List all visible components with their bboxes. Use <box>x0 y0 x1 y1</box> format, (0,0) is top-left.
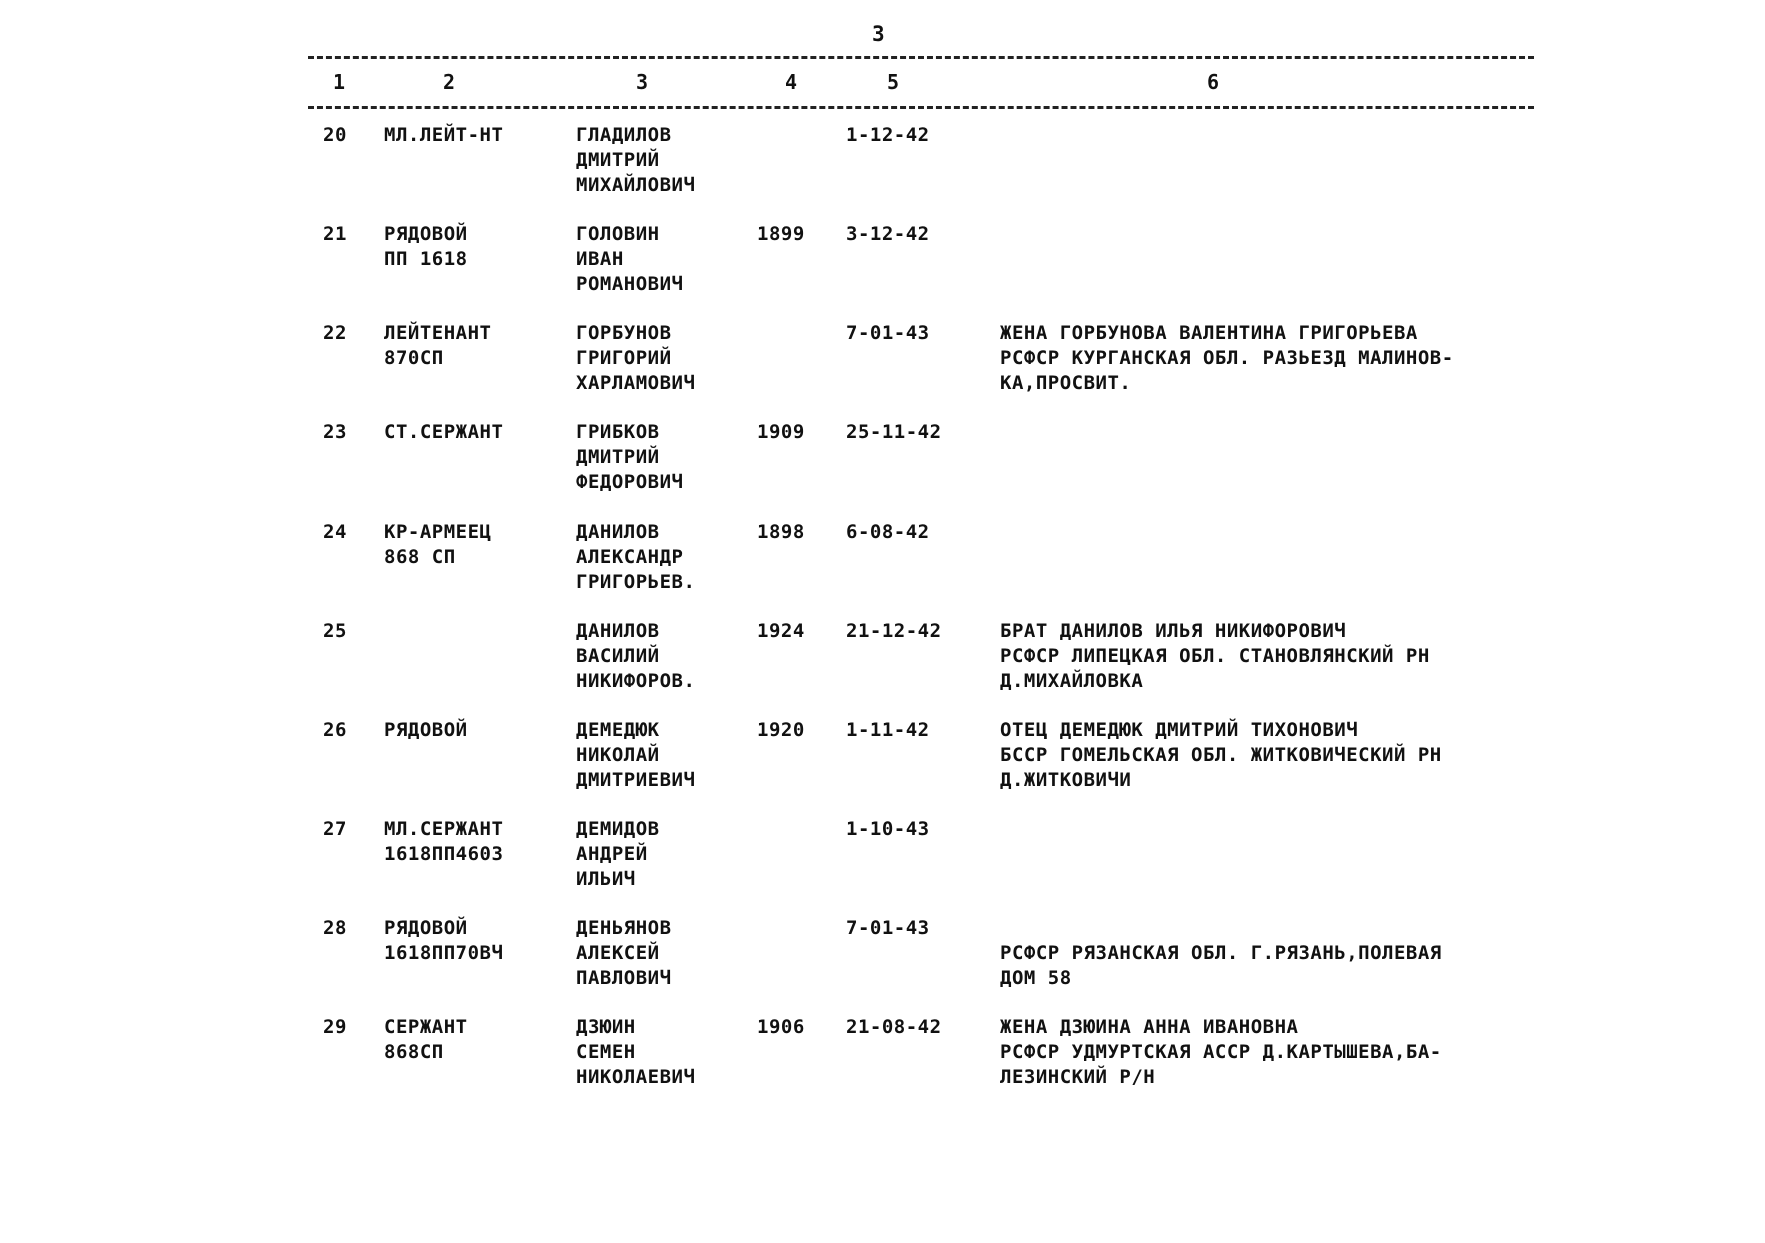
full-name-cell <box>576 520 695 595</box>
relatives-address-cell <box>1000 718 1442 793</box>
full-name-cell <box>576 123 695 198</box>
rank-unit-cell <box>384 222 468 272</box>
relatives-address-cell <box>1000 1015 1442 1090</box>
full-name-cell-line: ДЗЮИН <box>576 1016 636 1038</box>
full-name-cell <box>576 916 672 991</box>
rank-unit-cell <box>384 321 491 371</box>
full-name-cell-line: ГРИГОРИЙ <box>576 347 672 369</box>
rank-unit-cell-line: 1618ПП4603 <box>384 843 504 865</box>
date-cell: 1-12-42 <box>846 124 930 146</box>
full-name-cell <box>576 817 660 892</box>
record-number: 23 <box>323 421 347 443</box>
full-name-cell-line: ГОРБУНОВ <box>576 322 672 344</box>
full-name-cell-line: ГРИБКОВ <box>576 421 660 443</box>
birth-year-cell: 1909 <box>757 421 805 443</box>
record-number: 26 <box>323 719 347 741</box>
relatives-address-cell-line: КА,ПРОСВИТ. <box>1000 372 1132 394</box>
rank-unit-cell-line: ЛЕЙТЕНАНТ <box>384 322 492 344</box>
full-name-cell-line: ХАРЛАМОВИЧ <box>576 372 696 394</box>
full-name-cell-line: ДЕМЕДЮК <box>576 719 660 741</box>
relatives-address-cell-line: ЛЕЗИНСКИЙ Р/Н <box>1000 1066 1156 1088</box>
rank-unit-cell-line: 1618ПП70ВЧ <box>384 942 504 964</box>
rank-unit-cell-line: РЯДОВОЙ <box>384 719 468 741</box>
full-name-cell-line: ДМИТРИЕВИЧ <box>576 769 696 791</box>
full-name-cell <box>576 321 695 396</box>
top-dashed-rule <box>308 56 1534 59</box>
full-name-cell-line: ФЕДОРОВИЧ <box>576 471 684 493</box>
date-cell: 25-11-42 <box>846 421 942 443</box>
column-number-1: 1 <box>333 70 346 94</box>
birth-year-cell: 1906 <box>757 1016 805 1038</box>
birth-year-cell: 1920 <box>757 719 805 741</box>
date-cell: 1-10-43 <box>846 818 930 840</box>
full-name-cell-line: ДМИТРИЙ <box>576 446 660 468</box>
relatives-address-cell-line: Д.ЖИТКОВИЧИ <box>1000 769 1132 791</box>
relatives-address-cell-line: РСФСР РЯЗАНСКАЯ ОБЛ. Г.РЯЗАНЬ,ПОЛЕВАЯ <box>1000 942 1442 964</box>
full-name-cell <box>576 222 683 297</box>
full-name-cell-line: ГЛАДИЛОВ <box>576 124 672 146</box>
column-number-3: 3 <box>636 70 649 94</box>
full-name-cell-line: ГОЛОВИН <box>576 223 660 245</box>
record-number: 21 <box>323 223 347 245</box>
relatives-address-cell <box>1000 619 1430 694</box>
full-name-cell-line: ИВАН <box>576 248 624 270</box>
relatives-address-cell-line: ЖЕНА ДЗЮИНА АННА ИВАНОВНА <box>1000 1016 1299 1038</box>
rank-unit-cell <box>384 123 503 148</box>
rank-unit-cell-line: 870СП <box>384 347 444 369</box>
date-cell: 7-01-43 <box>846 322 930 344</box>
rank-unit-cell <box>384 420 503 445</box>
relatives-address-cell-line: БССР ГОМЕЛЬСКАЯ ОБЛ. ЖИТКОВИЧЕСКИЙ РН <box>1000 744 1442 766</box>
record-number: 22 <box>323 322 347 344</box>
full-name-cell-line: ДЕМИДОВ <box>576 818 660 840</box>
rank-unit-cell-line: МЛ.ЛЕЙТ-НТ <box>384 124 504 146</box>
page-number: 3 <box>872 22 885 46</box>
full-name-cell-line: РОМАНОВИЧ <box>576 273 684 295</box>
relatives-address-cell-line: ДОМ 58 <box>1000 967 1072 989</box>
rank-unit-cell-line: РЯДОВОЙ <box>384 917 468 939</box>
column-number-5: 5 <box>887 70 900 94</box>
full-name-cell-line: СЕМЕН <box>576 1041 636 1063</box>
record-number: 24 <box>323 521 347 543</box>
full-name-cell-line: ДЕНЬЯНОВ <box>576 917 672 939</box>
rank-unit-cell <box>384 1015 468 1065</box>
full-name-cell-line: ИЛЬИЧ <box>576 868 636 890</box>
date-cell: 21-12-42 <box>846 620 942 642</box>
relatives-address-cell-line: БРАТ ДАНИЛОВ ИЛЬЯ НИКИФОРОВИЧ <box>1000 620 1347 642</box>
relatives-address-cell-line: РСФСР ЛИПЕЦКАЯ ОБЛ. СТАНОВЛЯНСКИЙ РН <box>1000 645 1430 667</box>
date-cell: 3-12-42 <box>846 223 930 245</box>
full-name-cell-line: ПАВЛОВИЧ <box>576 967 672 989</box>
column-number-4: 4 <box>785 70 798 94</box>
relatives-address-cell-line: РСФСР КУРГАНСКАЯ ОБЛ. РАЗЬЕЗД МАЛИНОВ- <box>1000 347 1454 369</box>
record-number: 27 <box>323 818 347 840</box>
rank-unit-cell <box>384 916 503 966</box>
rank-unit-cell <box>384 718 468 743</box>
rank-unit-cell-line: СЕРЖАНТ <box>384 1016 468 1038</box>
date-cell: 6-08-42 <box>846 521 930 543</box>
date-cell: 7-01-43 <box>846 917 930 939</box>
full-name-cell <box>576 420 683 495</box>
full-name-cell-line: АНДРЕЙ <box>576 843 648 865</box>
rank-unit-cell-line: РЯДОВОЙ <box>384 223 468 245</box>
full-name-cell <box>576 1015 695 1090</box>
relatives-address-cell-line: ЖЕНА ГОРБУНОВА ВАЛЕНТИНА ГРИГОРЬЕВА <box>1000 322 1418 344</box>
full-name-cell-line: ДМИТРИЙ <box>576 149 660 171</box>
record-number: 29 <box>323 1016 347 1038</box>
full-name-cell-line: НИКИФОРОВ. <box>576 670 696 692</box>
full-name-cell-line: МИХАЙЛОВИЧ <box>576 174 696 196</box>
birth-year-cell: 1899 <box>757 223 805 245</box>
relatives-address-cell <box>1000 941 1442 991</box>
relatives-address-cell-line: ОТЕЦ ДЕМЕДЮК ДМИТРИЙ ТИХОНОВИЧ <box>1000 719 1359 741</box>
full-name-cell-line: ГРИГОРЬЕВ. <box>576 571 696 593</box>
rank-unit-cell-line: КР-АРМЕЕЦ <box>384 521 492 543</box>
full-name-cell-line: ВАСИЛИЙ <box>576 645 660 667</box>
rank-unit-cell-line: 868 СП <box>384 546 456 568</box>
full-name-cell <box>576 718 695 793</box>
full-name-cell-line: НИКОЛАЕВИЧ <box>576 1066 696 1088</box>
rank-unit-cell-line: СТ.СЕРЖАНТ <box>384 421 504 443</box>
date-cell: 1-11-42 <box>846 719 930 741</box>
rank-unit-cell-line: 868СП <box>384 1041 444 1063</box>
full-name-cell-line: НИКОЛАЙ <box>576 744 660 766</box>
rank-unit-cell-line: ПП 1618 <box>384 248 468 270</box>
rank-unit-cell <box>384 520 491 570</box>
birth-year-cell: 1924 <box>757 620 805 642</box>
relatives-address-cell <box>1000 321 1454 396</box>
full-name-cell <box>576 619 695 694</box>
record-number: 28 <box>323 917 347 939</box>
full-name-cell-line: ДАНИЛОВ <box>576 521 660 543</box>
full-name-cell-line: АЛЕКСАНДР <box>576 546 684 568</box>
relatives-address-cell-line: Д.МИХАЙЛОВКА <box>1000 670 1144 692</box>
birth-year-cell: 1898 <box>757 521 805 543</box>
full-name-cell-line: АЛЕКСЕЙ <box>576 942 660 964</box>
rank-unit-cell-line: МЛ.СЕРЖАНТ <box>384 818 504 840</box>
date-cell: 21-08-42 <box>846 1016 942 1038</box>
relatives-address-cell-line: РСФСР УДМУРТСКАЯ АССР Д.КАРТЫШЕВА,БА- <box>1000 1041 1442 1063</box>
column-number-2: 2 <box>443 70 456 94</box>
record-number: 25 <box>323 620 347 642</box>
full-name-cell-line: ДАНИЛОВ <box>576 620 660 642</box>
header-dashed-rule <box>308 106 1534 109</box>
rank-unit-cell <box>384 817 503 867</box>
record-number: 20 <box>323 124 347 146</box>
column-number-6: 6 <box>1207 70 1220 94</box>
